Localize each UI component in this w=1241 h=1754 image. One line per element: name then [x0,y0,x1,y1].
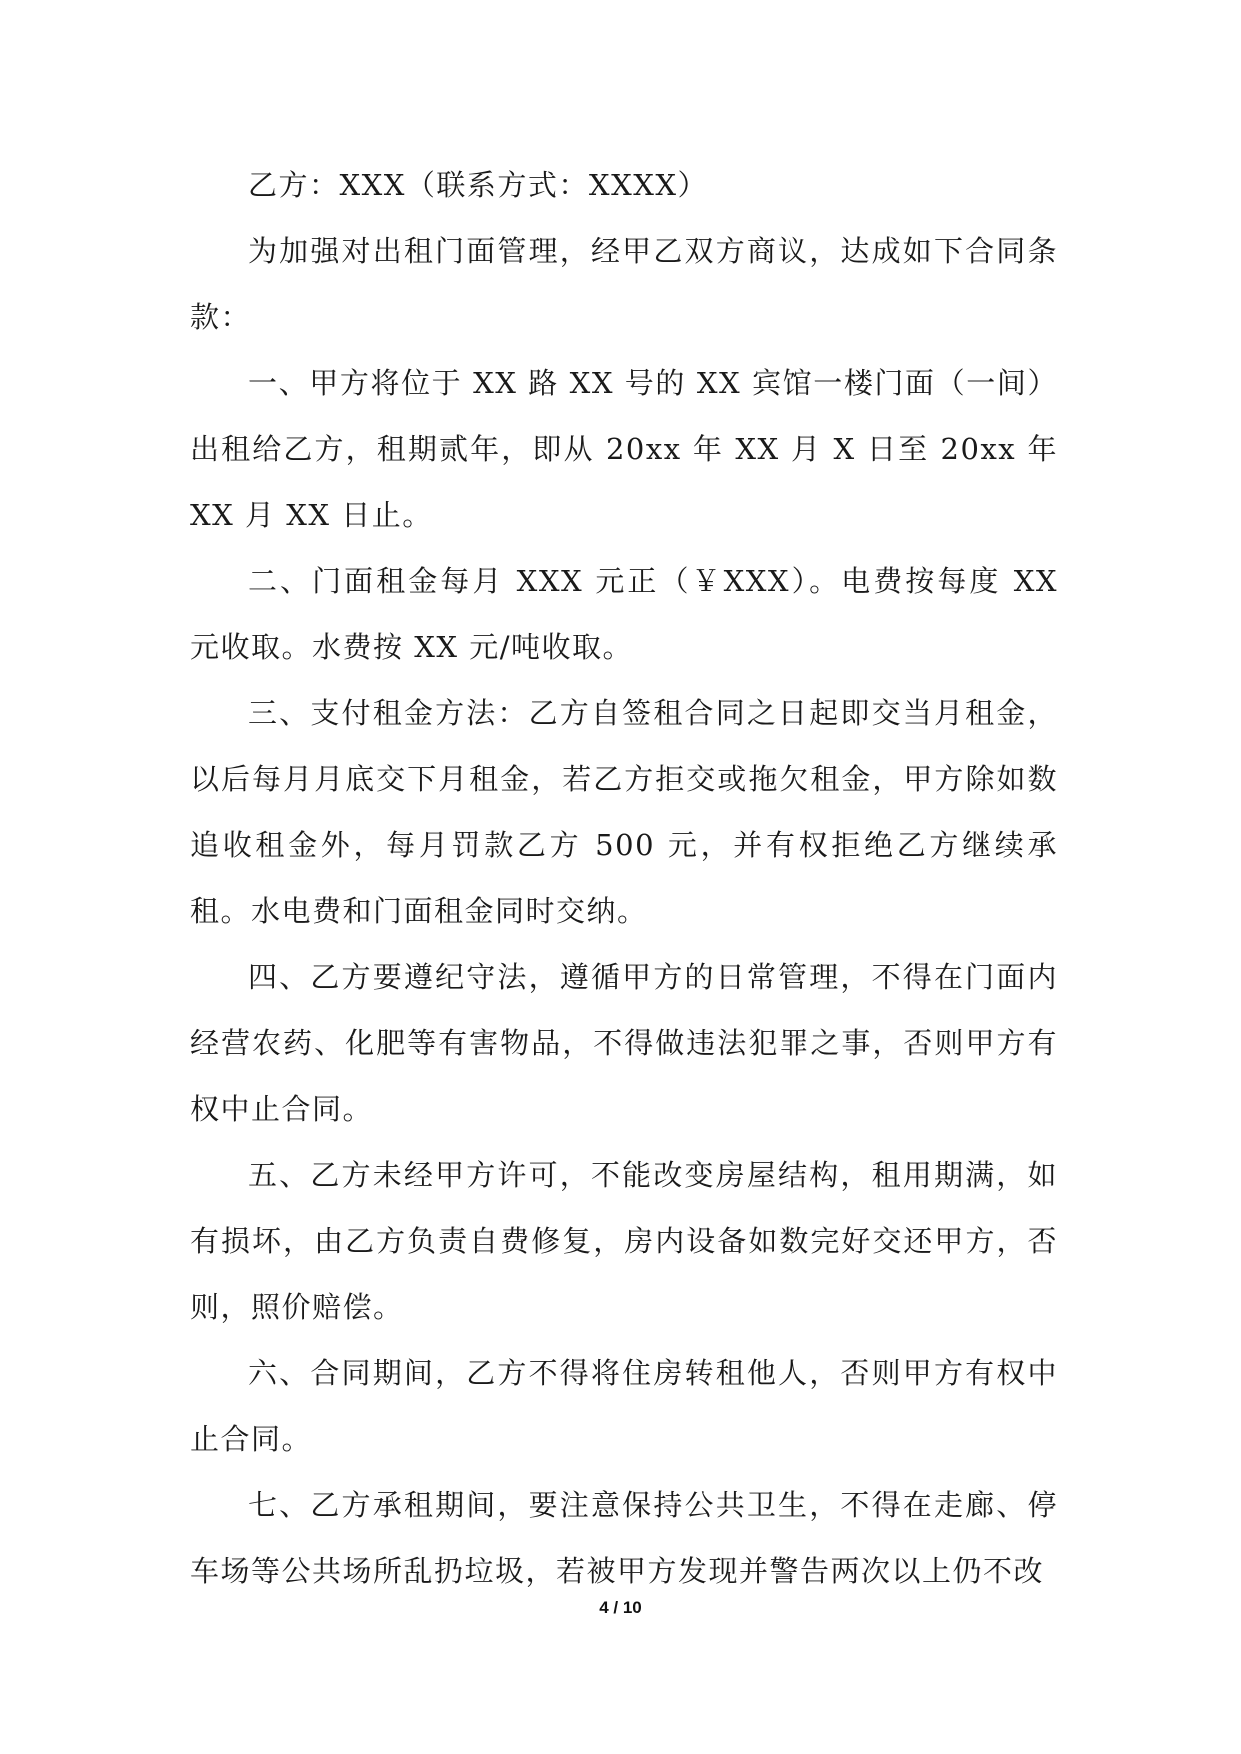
clause-4-paragraph: 四、乙方要遵纪守法，遵循甲方的日常管理，不得在门面内经营农药、化肥等有害物品，不得做违法犯罪之事，否则甲方有权中止合同。 [190,960,1058,1126]
clause-3-paragraph: 三、支付租金方法：乙方自签租合同之日起即交当月租金，以后每月月底交下月租金，若乙方拒交或拖欠租金，甲方除如数追收租金外，每月罚款乙方 500 元，并有权拒绝乙方继续承租。水电费和门面租金同时交纳。 [190,696,1058,928]
preamble-paragraph: 为加强对出租门面管理，经甲乙双方商议，达成如下合同条款： [190,234,1058,334]
contract-body [190,152,1058,1604]
clause-2-paragraph: 二、门面租金每月 XXX 元正（￥XXX）。电费按每度 XX 元收取。水费按 XX 元/吨收取。 [190,564,1058,664]
party-b-line: 乙方：XXX（联系方式：XXXX） [248,168,709,202]
clause-1-paragraph: 一、甲方将位于 XX 路 XX 号的 XX 宾馆一楼门面（一间）出租给乙方，租期贰年，即从 20xx 年 XX 月 X 日至 20xx 年 XX 月 XX 日止。 [190,366,1058,532]
clause-5-paragraph: 五、乙方未经甲方许可，不能改变房屋结构，租用期满，如有损坏，由乙方负责自费修复，房内设备如数完好交还甲方，否则，照价赔偿。 [190,1158,1058,1324]
clause-7-paragraph: 七、乙方承租期间，要注意保持公共卫生，不得在走廊、停车场等公共场所乱扔垃圾，若被甲方发现并警告两次以上仍不改 [190,1488,1058,1588]
page-number: 4 / 10 [599,1598,642,1617]
clause-6-paragraph: 六、合同期间，乙方不得将住房转租他人，否则甲方有权中止合同。 [190,1356,1058,1456]
